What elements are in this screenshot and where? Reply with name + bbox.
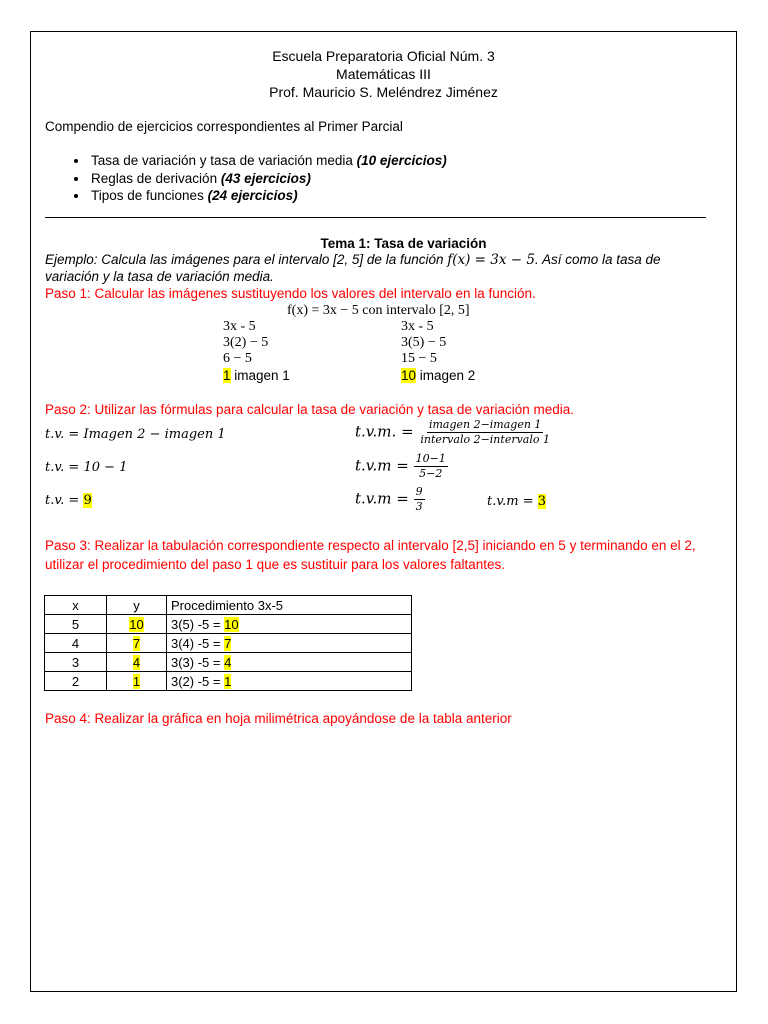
right-line-3: 15 − 5: [401, 351, 437, 366]
cell-x: 5: [45, 615, 107, 634]
image-2-result: 10 imagen 2: [401, 368, 476, 383]
table-header-row: [45, 596, 412, 615]
exercise-list: [69, 152, 447, 205]
list-item: • Tipos de funciones (24 ejercicios): [89, 187, 447, 205]
example-line-1: Ejemplo: Calcula las imágenes para el intervalo [2, 5] de la función f(x) = 3x − 5. Así como la tasa de: [45, 252, 661, 268]
tv-formula: t.v. = Imagen 2 − imagen 1: [45, 427, 226, 442]
example-line-2: variación y la tasa de variación media.: [45, 269, 274, 284]
header-y: y: [107, 596, 167, 615]
tv-result: t.v. = 9: [45, 493, 92, 508]
tabulation-table: [44, 595, 412, 691]
cell-procedure: 3(4) -5 = 7: [167, 634, 412, 653]
teacher-name: Prof. Mauricio S. Meléndrez Jiménez: [269, 84, 498, 100]
step4-text: Paso 4: Realizar la gráfica en hoja milimétrica apoyándose de la tabla anterior: [45, 711, 512, 726]
cell-y: 7: [107, 634, 167, 653]
table-row: [45, 634, 412, 653]
school-name: Escuela Preparatoria Oficial Núm. 3: [272, 48, 495, 64]
step1-function: f(x) = 3x − 5 con intervalo [2, 5]: [287, 303, 470, 318]
cell-procedure: 3(5) -5 = 10: [167, 615, 412, 634]
topic-title: Tema 1: Tasa de variación: [320, 236, 487, 251]
step1-title: Paso 1: Calcular las imágenes sustituyendo los valores del intervalo en la función.: [45, 286, 536, 301]
tvm-substitution: t.v.m = $\frac{10-1}{5-2}$: [355, 452, 446, 480]
document-page: [30, 31, 737, 992]
header-x: x: [45, 596, 107, 615]
left-line-1: 3x - 5: [223, 319, 256, 334]
cell-x: 3: [45, 653, 107, 672]
table-row: [45, 653, 412, 672]
list-item: • Tasa de variación y tasa de variación media (10 ejercicios): [89, 152, 447, 170]
cell-x: 4: [45, 634, 107, 653]
table-row: [45, 615, 412, 634]
cell-procedure: 3(3) -5 = 4: [167, 653, 412, 672]
cell-procedure: 3(2) -5 = 1: [167, 672, 412, 691]
right-line-2: 3(5) − 5: [401, 335, 447, 350]
cell-y: 10: [107, 615, 167, 634]
step2-title: Paso 2: Utilizar las fórmulas para calcular la tasa de variación y tasa de variación media.: [45, 402, 574, 417]
tvm-result: t.v.m = 3: [487, 494, 547, 509]
cell-x: 2: [45, 672, 107, 691]
list-item: • Reglas de derivación (43 ejercicios): [89, 170, 447, 188]
divider: [45, 217, 706, 218]
table-row: [45, 672, 412, 691]
subject-name: Matemáticas III: [336, 66, 431, 82]
step3-line-2: utilizar el procedimiento del paso 1 que es sustituir para los valores faltantes.: [45, 557, 505, 572]
step3-line-1: Paso 3: Realizar la tabulación correspondiente respecto al intervalo [2,5] iniciando en 5 y terminando en el 2,: [45, 538, 696, 553]
cell-y: 1: [107, 672, 167, 691]
left-line-3: 6 − 5: [223, 351, 252, 366]
tvm-fraction: t.v.m = $\frac{9}{3}$: [355, 485, 423, 513]
header-procedure: Procedimiento 3x-5: [167, 596, 412, 615]
tv-substitution: t.v. = 10 − 1: [45, 460, 128, 475]
left-line-2: 3(2) − 5: [223, 335, 269, 350]
intro-text: Compendio de ejercicios correspondientes al Primer Parcial: [45, 119, 403, 134]
right-line-1: 3x - 5: [401, 319, 434, 334]
tvm-formula: t.v.m. = $\frac{\text{imagen 2−imagen 1}}{\text{intervalo 2−intervalo 1}}$: [355, 418, 550, 446]
image-1-result: 1 imagen 1: [223, 368, 290, 383]
cell-y: 4: [107, 653, 167, 672]
